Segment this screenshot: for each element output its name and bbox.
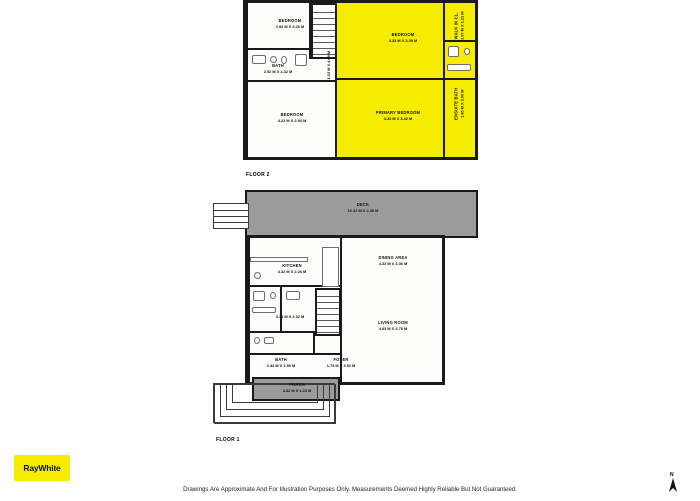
room-label-dining-area: DINING AREA 4.33 M X 3.36 M (378, 255, 408, 266)
raywhite-logo (14, 455, 70, 481)
floor-2-caption: FLOOR 2 (246, 172, 270, 178)
room-label-bath-2: BATH 2.34 M X 1.50 M (266, 357, 296, 368)
room-label-bedroom-3: BEDROOM 4.22 M X 2.93 M (277, 112, 307, 123)
wall (246, 80, 335, 82)
room-label-bedroom-2: BEDROOM 4.33 M X 3.39 M (388, 32, 418, 43)
kitchen-counter (250, 257, 308, 262)
compass-icon (662, 472, 684, 496)
compass-north-label: N (670, 472, 674, 478)
room-label-deck: DECK 10.32 M X 2.35 M (347, 202, 379, 213)
sink-fixture (270, 56, 277, 63)
room-label-foyer: FOYER 1.79 M X 3.52 M (326, 357, 356, 368)
floor-1-plan (210, 185, 478, 425)
wall (246, 48, 311, 50)
room-label-ensuite-bath: ENSUITE BATH 1.95 M X 3.00 M (453, 87, 464, 120)
toilet-fixture (254, 337, 260, 344)
wall (248, 353, 340, 355)
vanity-fixture (264, 337, 274, 344)
room-label-bath-1: 3.34 M X 2.32 M (275, 313, 305, 319)
toilet-fixture (270, 292, 276, 299)
wall (443, 80, 445, 157)
floor-1-staircase (315, 288, 341, 336)
wall (246, 3, 248, 157)
disclaimer-text: Drawings Are Approximate And For Illustration Purposes Only. Measurements Deemed Highly Reliable But Not Guaranteed. (183, 486, 517, 493)
room-label-living-room: LIVING ROOM 4.03 M X 4.75 M (378, 320, 408, 331)
room-label-primary-bedroom: PRIMARY BEDROOM 4.33 M X 3.42 M (375, 110, 421, 121)
shower-fixture (253, 291, 265, 301)
wall (280, 285, 282, 331)
room-label-porch: PORCH 4.32 M X 1.23 M (282, 382, 312, 393)
room-label-hallway: 1.03 M X 4.68 M (325, 50, 331, 80)
floor-1-caption: FLOOR 1 (216, 437, 240, 443)
room-label-bedroom-1: BEDROOM 2.92 M X 3.26 M (275, 18, 305, 29)
floor-2-plan (243, 0, 478, 160)
room-label-bath: BATH 2.52 M X 2.32 M (263, 63, 293, 74)
room-label-walk-in-closet: WALK IN CL. 1.97 M X 1.21 M (453, 11, 464, 41)
room-label-kitchen: KITCHEN 4.32 M X 2.26 M (277, 263, 307, 274)
logo-text: RayWhite (23, 463, 61, 473)
deck-steps (213, 203, 249, 229)
bathtub-fixture (286, 291, 300, 300)
toilet-fixture (464, 48, 470, 55)
deck-area (245, 190, 478, 238)
